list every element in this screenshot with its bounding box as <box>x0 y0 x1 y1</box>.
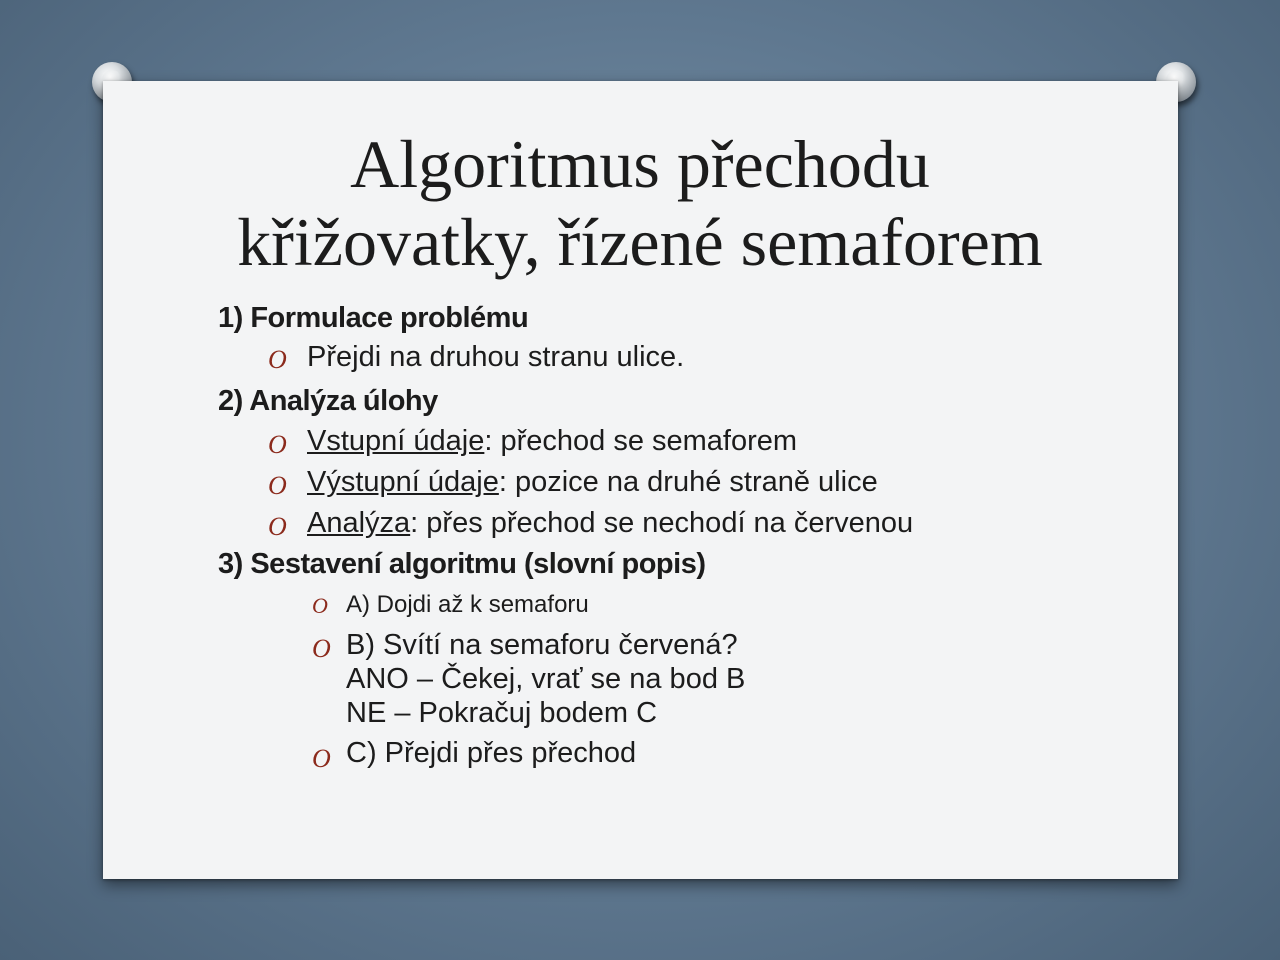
item-text: : přes přechod se nechodí na červenou <box>410 507 914 539</box>
section-3-item-c: C) Přejdi přes přechod <box>346 737 637 769</box>
title-line-1: Algoritmus přechodu <box>350 126 930 202</box>
item-label: Analýza <box>307 507 411 539</box>
bullet-icon: O <box>312 634 331 663</box>
section-3-item-a: A) Dojdi až k semaforu <box>346 591 589 618</box>
bullet-icon: O <box>312 593 328 618</box>
section-1-heading: 1) Formulace problému <box>218 302 529 334</box>
item-label: Vstupní údaje <box>307 425 485 457</box>
title-line-2: křižovatky, řízené semaforem <box>237 204 1043 280</box>
section-2-item-3 <box>307 507 913 540</box>
bullet-icon: O <box>268 512 287 541</box>
bullet-icon: O <box>268 430 287 459</box>
section-2-item-1 <box>307 425 797 458</box>
section-2-item-2 <box>307 466 878 499</box>
section-2-heading: 2) Analýza úlohy <box>218 385 438 417</box>
item-text: : pozice na druhé straně ulice <box>498 466 878 498</box>
item-text: : přechod se semaforem <box>484 425 798 457</box>
bullet-icon: O <box>268 471 287 500</box>
item-b-line-3: NE – Pokračuj bodem C <box>346 697 658 729</box>
bullet-icon: O <box>268 345 287 374</box>
section-1-item-1: Přejdi na druhou stranu ulice. <box>307 341 685 373</box>
section-3-item-b <box>346 628 745 730</box>
item-b-line-2: ANO – Čekej, vrať se na bod B <box>346 663 746 695</box>
section-3-heading: 3) Sestavení algoritmu (slovní popis) <box>218 548 706 580</box>
item-label: Výstupní údaje <box>307 466 499 498</box>
item-b-line-1: B) Svítí na semaforu červená? <box>346 629 738 661</box>
bullet-icon: O <box>312 744 331 773</box>
slide-title <box>0 125 1280 281</box>
